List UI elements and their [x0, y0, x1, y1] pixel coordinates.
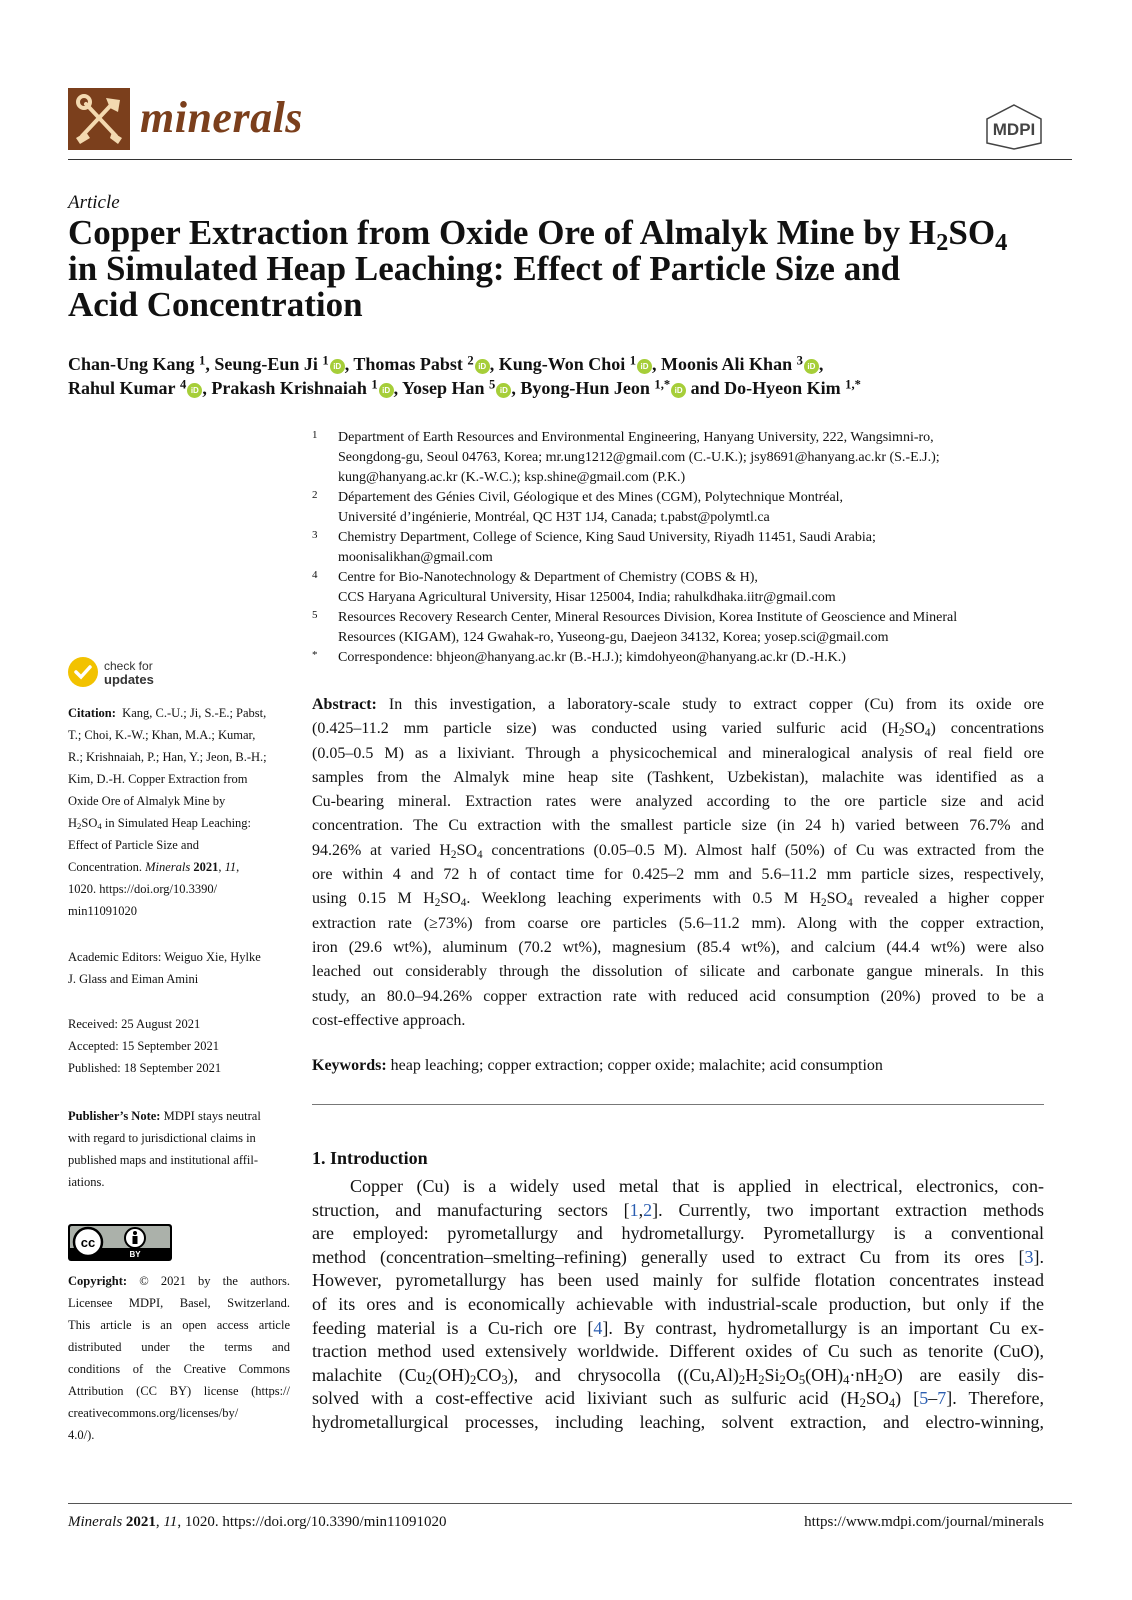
publication-dates	[68, 1013, 290, 1079]
footer-doi-link[interactable]: , 1020. https://doi.org/10.3390/min11091020	[177, 1514, 447, 1530]
author-name[interactable]: Seung-Eun Ji	[214, 354, 318, 374]
orcid-icon[interactable]: iD	[496, 383, 511, 398]
crossed-tools-icon	[68, 88, 130, 150]
academic-editors: Academic Editors: Weiguo Xie, Hylke J. Glass and Eiman Amini	[68, 950, 261, 986]
citation-link[interactable]: 1	[629, 1199, 639, 1220]
author-line-1: Chan-Ung Kang $^1$, Seung-Eun Ji $^1$ iD , Thomas Pabst $^2$ iD , Kung-Won Choi $^1$ iD , Moonis Ali Khan $^3$ iD ,	[68, 353, 824, 374]
svg-text:cc: cc	[80, 1235, 96, 1250]
publisher-note: Publisher’s Note: MDPI stays neutral with regard to jurisdictional claims in published maps and institutional affil- iations.	[68, 1109, 261, 1189]
citation-doi-link[interactable]: 1020. https://doi.org/10.3390/	[68, 882, 218, 896]
accepted-date: Accepted: 15 September 2021	[68, 1039, 219, 1053]
citation-link[interactable]: 4	[593, 1317, 603, 1338]
journal-logo	[68, 88, 130, 150]
author-line-2: Rahul Kumar $^4$ iD , Prakash Krishnaiah $^1$ iD , Yosep Han $^5$ iD , Byong-Hun Jeon $^{1,*}$ iD and Do-Hyeon Kim $^{1,*}$	[68, 377, 861, 398]
svg-text:BY: BY	[129, 1250, 141, 1259]
author-name[interactable]: Moonis Ali Khan	[661, 354, 793, 374]
author-name[interactable]: Prakash Krishnaiah	[211, 378, 367, 398]
orcid-icon[interactable]: iD	[475, 359, 490, 374]
citation-link[interactable]: 7	[937, 1388, 947, 1409]
orcid-icon[interactable]: iD	[637, 359, 652, 374]
article-title	[68, 215, 1068, 323]
author-name[interactable]: Chan-Ung Kang	[68, 354, 195, 374]
received-date: Received: 25 August 2021	[68, 1017, 201, 1031]
orcid-icon[interactable]: iD	[187, 383, 202, 398]
author-name[interactable]: Byong-Hun Jeon	[520, 378, 650, 398]
citation-block: Citation: Kang, C.-U.; Ji, S.-E.; Pabst, T.; Choi, K.-W.; Khan, M.A.; Kumar, R.; Krishnaiah, P.; Han, Y.; Jeon, B.-H.; Kim, D.-H. Copper Extraction from Oxide Ore of Almalyk Mine by $H_2SO_4$ in Simulated Heap Leaching: Effect of Particle Size and Concentration. Minerals 2021, 11, 1020. https://doi.org/10.3390/ min11091020	[68, 702, 290, 922]
title-line-1: Copper Extraction from Oxide Ore of Almalyk Mine by $H_2SO_4$	[68, 213, 1008, 257]
footer-citation: Minerals 2021, 11, 1020. https://doi.org/10.3390/min11091020	[68, 1514, 447, 1530]
svg-text:MDPI: MDPI	[992, 120, 1036, 139]
author-name[interactable]: Kung-Won Choi	[498, 354, 626, 374]
citation-doi-link-cont[interactable]: min11091020	[68, 904, 137, 918]
affiliation-3: 3 Chemistry Department, College of Science, King Saud University, Riyadh 11451, Saudi Arabia; moonisalikhan@gmail.com	[312, 529, 876, 565]
title-line-2: in Simulated Heap Leaching: Effect of Particle Size and	[68, 249, 901, 288]
section-heading-introduction: 1. Introduction	[312, 1148, 428, 1168]
footer-rule	[68, 1503, 1072, 1504]
mdpi-logo	[983, 103, 1045, 151]
author-name[interactable]: Thomas Pabst	[353, 354, 463, 374]
orcid-icon[interactable]: iD	[379, 383, 394, 398]
affiliation-4: 4 Centre for Bio-Nanotechnology & Department of Chemistry (COBS & H), CCS Haryana Agricultural University, Hisar 125004, India; rahulkdhaka.iitr@gmail.com	[312, 569, 836, 605]
author-name[interactable]: Do-Hyeon Kim	[724, 378, 841, 398]
citation-link[interactable]: 5	[919, 1388, 929, 1409]
footer-journal-link[interactable]: https://www.mdpi.com/journal/minerals	[804, 1514, 1044, 1530]
journal-name: minerals	[140, 93, 303, 142]
citation-link[interactable]: 2	[643, 1199, 653, 1220]
author-name[interactable]: Rahul Kumar	[68, 378, 176, 398]
affiliation-1: 1 Department of Earth Resources and Environmental Engineering, Hanyang University, 222, Wangsimni-ro, Seongdong-gu, Seoul 04763, Korea; mr.ung1212@gmail.com (C.-U.K.); jsy8691@hanyang.ac.kr (S.-E.J.); kung@hanyang.ac.kr (K.-W.C.); ksp.shine@gmail.com (P.K.)	[312, 429, 940, 485]
introduction-body: Copper (Cu) is a widely used metal that is applied in electrical, electronics, con- struction, and manufacturing sectors [1,2]. Currently, two important extraction methods are employed: pyrometallurgy and hydrometallurgy. Pyrometallurgy is a conventional method (concentration–smelting–refining) generally used to extract Cu from its ores [3]. However, pyrometallurgy has been used mainly for sulfide flotation concentrates instead of its ores and is economically achievable with industrial-scale production, but only if the feeding material is a Cu-rich ore [4]. By contrast, hydrometallurgy is an important Cu ex- traction method used extensively worldwide. Different oxides of Cu such as tenorite (CuO), malachite $(Cu_2(OH)_2CO_3)$, and chrysocolla $((Cu,Al)_2H_2Si_2O_5(OH)_4\cdot nH_2O)$ are easily dis- solved with a cost-effective acid lixiviant such as sulfuric acid $(H_2SO_4)$ [5–7]. Therefore, hydrometallurgical processes, including leaching, solvent extraction, and electro-winning,	[312, 1176, 1044, 1432]
abstract-rule	[312, 1104, 1044, 1105]
orcid-icon[interactable]: iD	[330, 359, 345, 374]
affiliation-5: 5 Resources Recovery Research Center, Mineral Resources Division, Korea Institute of Geoscience and Mineral Resources (KIGAM), 124 Gwahak-ro, Yuseong-gu, Daejeon 34132, Korea; yosep.sci@gmail.com	[312, 609, 958, 645]
author-name[interactable]: Yosep Han	[402, 378, 485, 398]
affiliations	[312, 428, 1072, 668]
published-date: Published: 18 September 2021	[68, 1061, 222, 1075]
article-type: Article	[68, 192, 120, 213]
orcid-icon[interactable]: iD	[804, 359, 819, 374]
cc-by-license-badge[interactable]	[68, 1224, 172, 1261]
author-list	[68, 352, 1068, 400]
title-line-3: Acid Concentration	[68, 285, 363, 324]
copyright-notice: Copyright: © 2021 by the authors. Licensee MDPI, Basel, Switzerland. This article is an open access article distributed under the terms and conditions of the Creative Commons Attribution (CC BY) license (https:// creativecommons.org/licenses/by/ 4.0/).	[68, 1274, 290, 1442]
keywords: Keywords: heap leaching; copper extraction; copper oxide; malachite; acid consumption	[312, 1057, 883, 1074]
citation-link[interactable]: 3	[1024, 1246, 1034, 1267]
header-rule	[68, 159, 1072, 160]
check-updates-icon	[68, 657, 98, 687]
orcid-icon[interactable]: iD	[671, 383, 686, 398]
abstract: Abstract: In this investigation, a laboratory-scale study to extract copper (Cu) from its oxide ore (0.425–11.2 mm particle size) was conducted using varied sulfuric acid $(H_2SO_4)$ concentrations (0.05–0.5 M) as a lixiviant. Through a physicochemical and mineralogical analysis of real field ore samples from the Almalyk mine heap site (Tashkent, Uzbekistan), malachite was identified as a Cu-bearing mineral. Extraction rates were analyzed according to the ore particle size and acid concentration. The Cu extraction with the smallest particle size (in 24 h) varied between 76.7% and 94.26% at varied $H_2SO_4$ concentrations (0.05–0.5 M). Almost half (50%) of Cu was extracted from the ore within 4 and 72 h of contact time for 0.425–2 mm and 5.6–11.2 mm particle sizes, respectively, using 0.15 M $H_2SO_4$. Weeklong leaching experiments with 0.5 M $H_2SO_4$ revealed a higher copper extraction rate (≥73%) from coarse ore particles (5.6–11.2 mm). Along with the copper extraction, iron (29.6 wt%), aluminum (70.2 wt%), magnesium (85.4 wt%), and calcium (44.4 wt%) were also leached out considerably through the dissolution of silicate and carbonate gangue minerals. In this study, an 80.0–94.26% copper extraction rate with reduced acid consumption (20%) proved to be a cost-effective approach.	[312, 696, 1045, 1029]
affiliation-2: 2 Département des Génies Civil, Géologique et des Mines (CGM), Polytechnique Montréal, Université d’ingénierie, Montréal, QC H3T 1J4, Canada; t.pabst@polymtl.ca	[312, 489, 844, 525]
correspondence: * Correspondence: bhjeon@hanyang.ac.kr (B.-H.J.); kimdohyeon@hanyang.ac.kr (D.-H.K.)	[312, 649, 846, 665]
